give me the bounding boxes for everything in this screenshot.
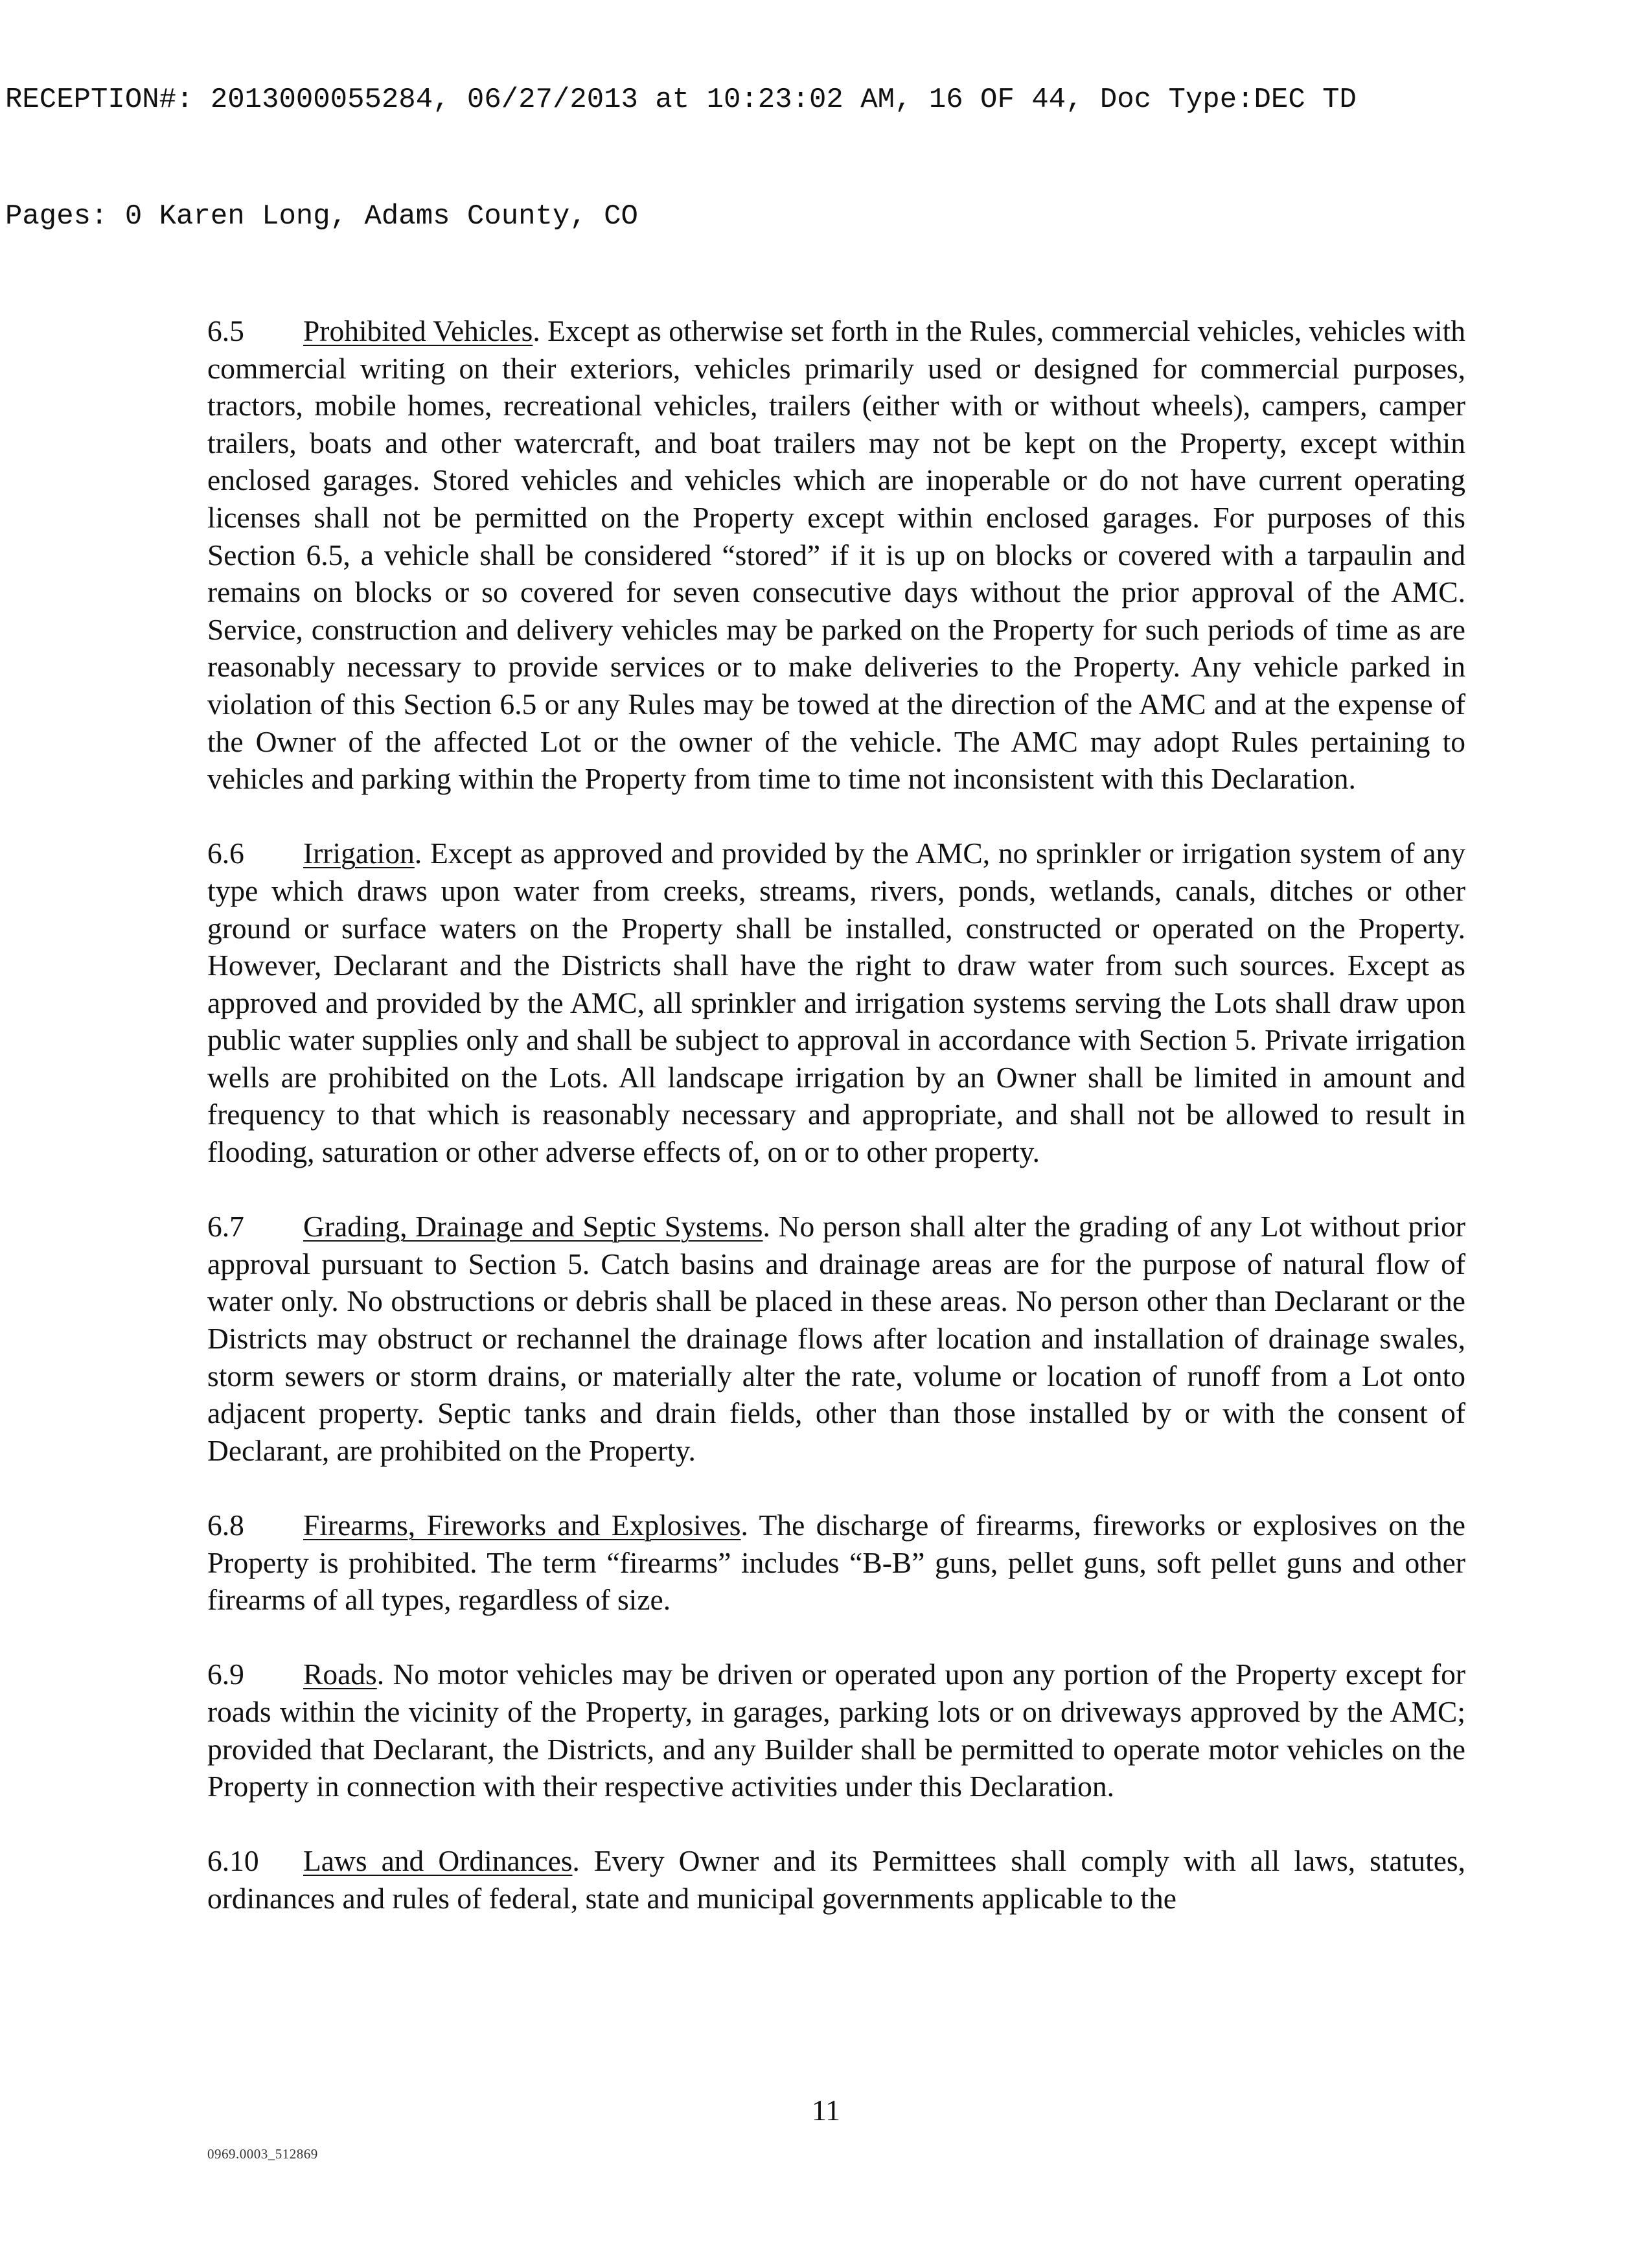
section-number: 6.10 <box>207 1844 259 1878</box>
section-number: 6.8 <box>207 1509 244 1542</box>
section-title: Firearms, Fireworks and Explosives <box>303 1509 741 1542</box>
section-6-5: 6.5 Prohibited Vehicles. Except as otherwise set forth in the Rules, commercial vehicles, vehicles with commercial writing on their exteriors, vehicles primarily used or designed for commercial purposes, tractors, mobile homes, recreational vehicles, trailers (either with or without wheels), campers, camper trailers, boats and other watercraft, and boat trailers may not be kept on the Property, except within enclosed garages. Stored vehicles and vehicles which are inoperable or do not have current operating licenses shall not be permitted on the Property except within enclosed garages. For purposes of this Section 6.5, a vehicle shall be considered “stored” if it is up on blocks or covered with a tarpaulin and remains on blocks or so covered for seven consecutive days without the prior approval of the AMC. Service, construction and delivery vehicles may be parked on the Property for such periods of time as are reasonably necessary to provide services or to make deliveries to the Property. Any vehicle parked in violation of this Section 6.5 or any Rules may be towed at the direction of the AMC and at the expense of the Owner of the affected Lot or the owner of the vehicle. The AMC may adopt Rules pertaining to vehicles and parking within the Property from time to time not inconsistent with this Declaration. <box>207 312 1465 798</box>
section-number: 6.6 <box>207 837 244 870</box>
section-6-9: 6.9 Roads. No motor vehicles may be driven or operated upon any portion of the Property except for roads within the vicinity of the Property, in garages, parking lots or on driveways approved by the AMC; provided that Declarant, the Districts, and any Builder shall be permitted to operate motor vehicles on the Property in connection with their respective activities under this Declaration. <box>207 1656 1465 1805</box>
section-6-6: 6.6 Irrigation. Except as approved and provided by the AMC, no sprinkler or irrigation system of any type which draws upon water from creeks, streams, rivers, ponds, wetlands, canals, ditches or other ground or surface waters on the Property shall be installed, constructed or operated on the Property. However, Declarant and the Districts shall have the right to draw water from such sources. Except as approved and provided by the AMC, all sprinkler and irrigation systems serving the Lots shall draw upon public water supplies only and shall be subject to approval in accordance with Section 5. Private irrigation wells are prohibited on the Lots. All landscape irrigation by an Owner shall be limited in amount and frequency to that which is reasonably necessary and appropriate, and shall not be allowed to result in flooding, saturation or other adverse effects of, on or to other property. <box>207 835 1465 1170</box>
section-text: No motor vehicles may be driven or operated upon any portion of the Property except for roads within the vicinity of the Property, in garages, parking lots or on driveways approved by the AMC; provided that Declarant, the Districts, and any Builder shall be permitted to operate motor vehicles on the Property in connection with their respective activities under this Declaration. <box>207 1658 1466 1803</box>
section-text: Every Owner and its Permittees shall comply with all laws, statutes, ordinances and rules of federal, state and municipal governments applicable to the <box>207 1844 1465 1915</box>
section-title: Roads <box>303 1658 377 1691</box>
section-number: 6.7 <box>207 1210 244 1243</box>
section-title: Laws and Ordinances <box>303 1844 573 1878</box>
recording-header-line-1: RECEPTION#: 2013000055284, 06/27/2013 at 10:23:02 AM, 16 OF 44, Doc Type:DEC TD <box>5 84 1357 116</box>
document-code: 0969.0003_512869 <box>207 2146 318 2162</box>
recording-header <box>5 3 1357 275</box>
section-title: Irrigation <box>303 837 415 870</box>
section-title: Prohibited Vehicles <box>303 314 533 347</box>
document-body <box>207 312 1465 1917</box>
section-text: No person shall alter the grading of any Lot without prior approval pursuant to Section 5. Catch basins and drainage areas are for the purpose of natural flow of water only. No obstructions or debris shall be placed in these areas. No person other than Declarant or the Districts may obstruct or rechannel the drainage flows after location and installation of drainage swales, storm sewers or storm drains, or materially alter the rate, volume or location of runoff from a Lot onto adjacent property. Septic tanks and drain fields, other than those installed by or with the consent of Declarant, are prohibited on the Property. <box>207 1210 1466 1467</box>
section-6-10: 6.10 Laws and Ordinances. Every Owner and its Permittees shall comply with all laws, statutes, ordinances and rules of federal, state and municipal governments applicable to the <box>207 1842 1465 1917</box>
section-text: The discharge of firearms, fireworks or explosives on the Property is prohibited. The term “firearms” includes “B-B” guns, pellet guns, soft pellet guns and other firearms of all types, regardless of size. <box>207 1509 1465 1617</box>
section-text: Except as otherwise set forth in the Rules, commercial vehicles, vehicles with commercial writing on their exteriors, vehicles primarily used or designed for commercial purposes, tractors, mobile homes, recreational vehicles, trailers (either with or without wheels), campers, camper trailers, boats and other watercraft, and boat trailers may not be kept on the Property, except within enclosed garages. Stored vehicles and vehicles which are inoperable or do not have current operating licenses shall not be permitted on the Property except within enclosed garages. For purposes of this Section 6.5, a vehicle shall be considered “stored” if it is up on blocks or covered with a tarpaulin and remains on blocks or so covered for seven consecutive days without the prior approval of the AMC. Service, construction and delivery vehicles may be parked on the Property for such periods of time as are reasonably necessary to provide services or to make deliveries to the Property. Any vehicle parked in violation of this Section 6.5 or any Rules may be towed at the direction of the AMC and at the expense of the Owner of the affected Lot or the owner of the vehicle. The AMC may adopt Rules pertaining to vehicles and parking within the Property from time to time not inconsistent with this Declaration. <box>207 314 1466 796</box>
section-number: 6.5 <box>207 314 244 347</box>
section-number: 6.9 <box>207 1658 244 1691</box>
section-6-7: 6.7 Grading, Drainage and Septic Systems. No person shall alter the grading of any Lot without prior approval pursuant to Section 5. Catch basins and drainage areas are for the purpose of natural flow of water only. No obstructions or debris shall be placed in these areas. No person other than Declarant or the Districts may obstruct or rechannel the drainage flows after location and installation of drainage swales, storm sewers or storm drains, or materially alter the rate, volume or location of runoff from a Lot onto adjacent property. Septic tanks and drain fields, other than those installed by or with the consent of Declarant, are prohibited on the Property. <box>207 1208 1465 1469</box>
section-6-8: 6.8 Firearms, Fireworks and Explosives. The discharge of firearms, fireworks or explosives on the Property is prohibited. The term “firearms” includes “B-B” guns, pellet guns, soft pellet guns and other firearms of all types, regardless of size. <box>207 1507 1465 1619</box>
page-number: 11 <box>811 2094 841 2127</box>
section-text: Except as approved and provided by the AMC, no sprinkler or irrigation system of any type which draws upon water from creeks, streams, rivers, ponds, wetlands, canals, ditches or other ground or surface waters on the Property shall be installed, constructed or operated on the Property. However, Declarant and the Districts shall have the right to draw water from such sources. Except as approved and provided by the AMC, all sprinkler and irrigation systems serving the Lots shall draw upon public water supplies only and shall be subject to approval in accordance with Section 5. Private irrigation wells are prohibited on the Lots. All landscape irrigation by an Owner shall be limited in amount and frequency to that which is reasonably necessary and appropriate, and shall not be allowed to result in flooding, saturation or other adverse effects of, on or to other property. <box>207 837 1466 1169</box>
section-title: Grading, Drainage and Septic Systems <box>303 1210 763 1243</box>
recording-header-line-2: Pages: 0 Karen Long, Adams County, CO <box>5 200 638 233</box>
